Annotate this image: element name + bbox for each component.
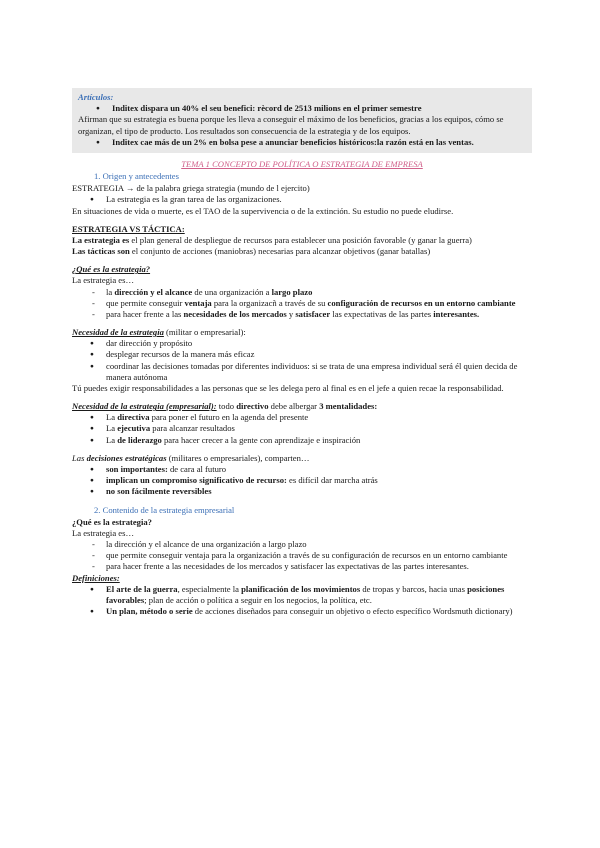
- section-heading-origen: 1. Origen y antecedentes: [94, 171, 179, 182]
- heading-estrategia-vs-tactica: ESTRATEGIA VS TÁCTICA:: [72, 223, 185, 234]
- list-item: ● La directiva para poner el futuro en la agenda del presente: [72, 412, 532, 423]
- list-item: - que permite conseguir ventaja para la organización a través de su configuración de recursos en un entorno cambiante: [72, 550, 532, 561]
- paragraph: La estrategia es el plan general de despliegue de recursos para establecer una posición favorable (y ganar la guerra): [72, 234, 472, 245]
- list-item: ● La ejecutiva para alcanzar resultados: [72, 423, 532, 434]
- paragraph: Las tácticas son el conjunto de acciones (maniobras) necesarias para alcanzar objetivos (ganar batallas): [72, 246, 431, 257]
- paragraph: ESTRATEGIA → de la palabra griega strategia (mundo de l ejercito): [72, 183, 310, 194]
- paragraph: Tú puedes exigir responsabilidades a las personas que se les delega pero al final es en el jefe a quien recae la responsabilidad.: [72, 382, 504, 393]
- articles-box: [72, 88, 532, 153]
- list-item: - para hacer frente a las necesidades de los mercados y satisfacer las expectativas de las partes interesantes.: [72, 561, 532, 572]
- list-item: ● son importantes: de cara al futuro: [72, 464, 532, 475]
- articles-label: Artículos:: [78, 92, 114, 102]
- paragraph: La estrategia es…: [72, 275, 135, 286]
- heading-que-es: ¿Qué es la estrategia?: [72, 264, 151, 275]
- paragraph: En situaciones de vida o muerte, es el TAO de la supervivencia o de la extinción. Su estudio no puede eludirse.: [72, 205, 454, 216]
- heading-que-es-2: ¿Qué es la estrategia?: [72, 516, 152, 527]
- heading-necesidad: Necesidad de la estrategia (militar o empresarial):: [72, 327, 246, 338]
- heading-definiciones: Definiciones:: [72, 572, 120, 583]
- list-item: ● La estrategia es la gran tarea de las organizaciones.: [72, 194, 532, 205]
- list-item: ● coordinar las decisiones tomadas por diferentes individuos: si se trata de una empresa individual será él quien decida de manera autónoma: [72, 361, 532, 383]
- heading-decisiones: Las decisiones estratégicas (militares o empresariales), comparten…: [72, 452, 310, 463]
- paragraph: La estrategia es…: [72, 527, 135, 538]
- list-item: ● no son fácilmente reversibles: [72, 486, 532, 497]
- list-item: ● Un plan, método o serie de acciones diseñados para conseguir un objetivo o efecto específico Wordsmuth dictionary): [72, 606, 532, 617]
- list-item: ● implican un compromiso significativo de recurso: es difícil dar marcha atrás: [72, 475, 532, 486]
- chapter-title: TEMA 1 CONCEPTO DE POLÍTICA O ESTRATEGIA DE EMPRESA: [181, 158, 423, 169]
- article-item: ● Inditex dispara un 40% el seu benefici: rècord de 2513 milions en el primer semestre: [78, 103, 526, 114]
- article-item: ● Inditex cae más de un 2% en bolsa pese a anunciar beneficios históricos:la razón está en las ventas.: [78, 137, 526, 148]
- heading-necesidad-empresarial: Necesidad de la estrategia (empresarial): todo directivo debe albergar 3 mentalidades:: [72, 401, 378, 412]
- list-item: - la dirección y el alcance de una organización a largo plazo: [72, 287, 532, 298]
- list-item: - para hacer frente a las necesidades de los mercados y satisfacer las expectativas de las partes interesantes.: [72, 309, 532, 320]
- list-item: - que permite conseguir ventaja para la organizacñ a través de su configuración de recursos en un entorno cambiante: [72, 298, 532, 309]
- list-item: ● desplegar recursos de la manera más eficaz: [72, 349, 532, 360]
- list-item: ● dar dirección y propósito: [72, 338, 532, 349]
- document-page: [72, 88, 532, 617]
- list-item: - la dirección y el alcance de una organización a largo plazo: [72, 539, 532, 550]
- list-item: ● El arte de la guerra, especialmente la planificación de los movimientos de tropas y barcos, hacia unas posiciones favorables; plan de acción o política a seguir en los negocios, la política, etc.: [72, 584, 532, 606]
- article-comment: Afirman que su estrategia es buena porque les lleva a conseguir el máximo de los beneficios, gracias a los equipos, cómo se organizan, el tipo de producto. Los resultados son consecuencia de la estrategia y de los equipos.: [78, 114, 504, 136]
- list-item: ● La de liderazgo para hacer crecer a la gente con aprendizaje e inspiración: [72, 435, 532, 446]
- section-heading-contenido: 2. Contenido de la estrategia empresarial: [94, 504, 235, 515]
